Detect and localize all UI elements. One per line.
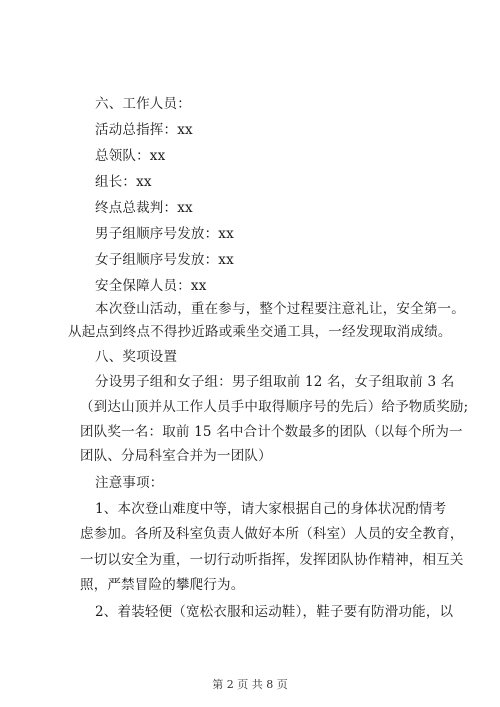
section-heading-awards: 八、奖项设置 xyxy=(95,349,178,365)
body-paragraph-line: 团队奖一名：取前 15 名中合计个数最多的团队（以每个所为一 xyxy=(80,424,463,440)
page-number-footer: 第 2 页 共 8 页 xyxy=(212,678,288,691)
section-heading-notes: 注意事项： xyxy=(95,475,164,491)
body-paragraph-line: 照，严禁冒险的攀爬行为。 xyxy=(80,577,245,593)
body-paragraph-line: 本次登山活动，重在参与，整个过程要注意礼让，安全第一。 xyxy=(95,301,465,317)
staff-referee-line: 终点总裁判：xx xyxy=(95,200,193,216)
section-heading-staff: 六、工作人员： xyxy=(95,96,191,112)
staff-men-number-line: 男子组顺序号发放：xx xyxy=(95,226,234,242)
staff-commander-line: 活动总指挥：xx xyxy=(95,122,193,138)
body-paragraph-line: 2、着装轻便（宽松衣服和运动鞋），鞋子要有防滑功能，以 xyxy=(95,604,454,620)
body-paragraph-line: 1、本次登山难度中等，请大家根据自己的身体状况酌情考 xyxy=(95,501,447,517)
body-paragraph-line: 一切以安全为重，一切行动听指挥，发挥团队协作精神，相互关 xyxy=(80,552,464,568)
body-paragraph-line: 团队、分局科室合并为一团队） xyxy=(80,448,272,464)
staff-leader-line: 总领队：xx xyxy=(95,148,166,164)
staff-safety-line: 安全保障人员：xx xyxy=(95,278,207,294)
body-paragraph-line: 分设男子组和女子组：男子组取前 12 名，女子组取前 3 名 xyxy=(95,374,455,390)
staff-team-leader-line: 组长：xx xyxy=(95,174,152,190)
body-paragraph-line: （到达山顶并从工作人员手中取得顺序号的先后）给予物质奖励; xyxy=(80,399,469,415)
staff-women-number-line: 女子组顺序号发放：xx xyxy=(95,252,234,268)
body-paragraph-line: 从起点到终点不得抄近路或乘坐交通工具，一经发现取消成绩。 xyxy=(68,324,452,340)
body-paragraph-line: 虑参加。各所及科室负责人做好本所（科室）人员的安全教育， xyxy=(80,526,464,542)
